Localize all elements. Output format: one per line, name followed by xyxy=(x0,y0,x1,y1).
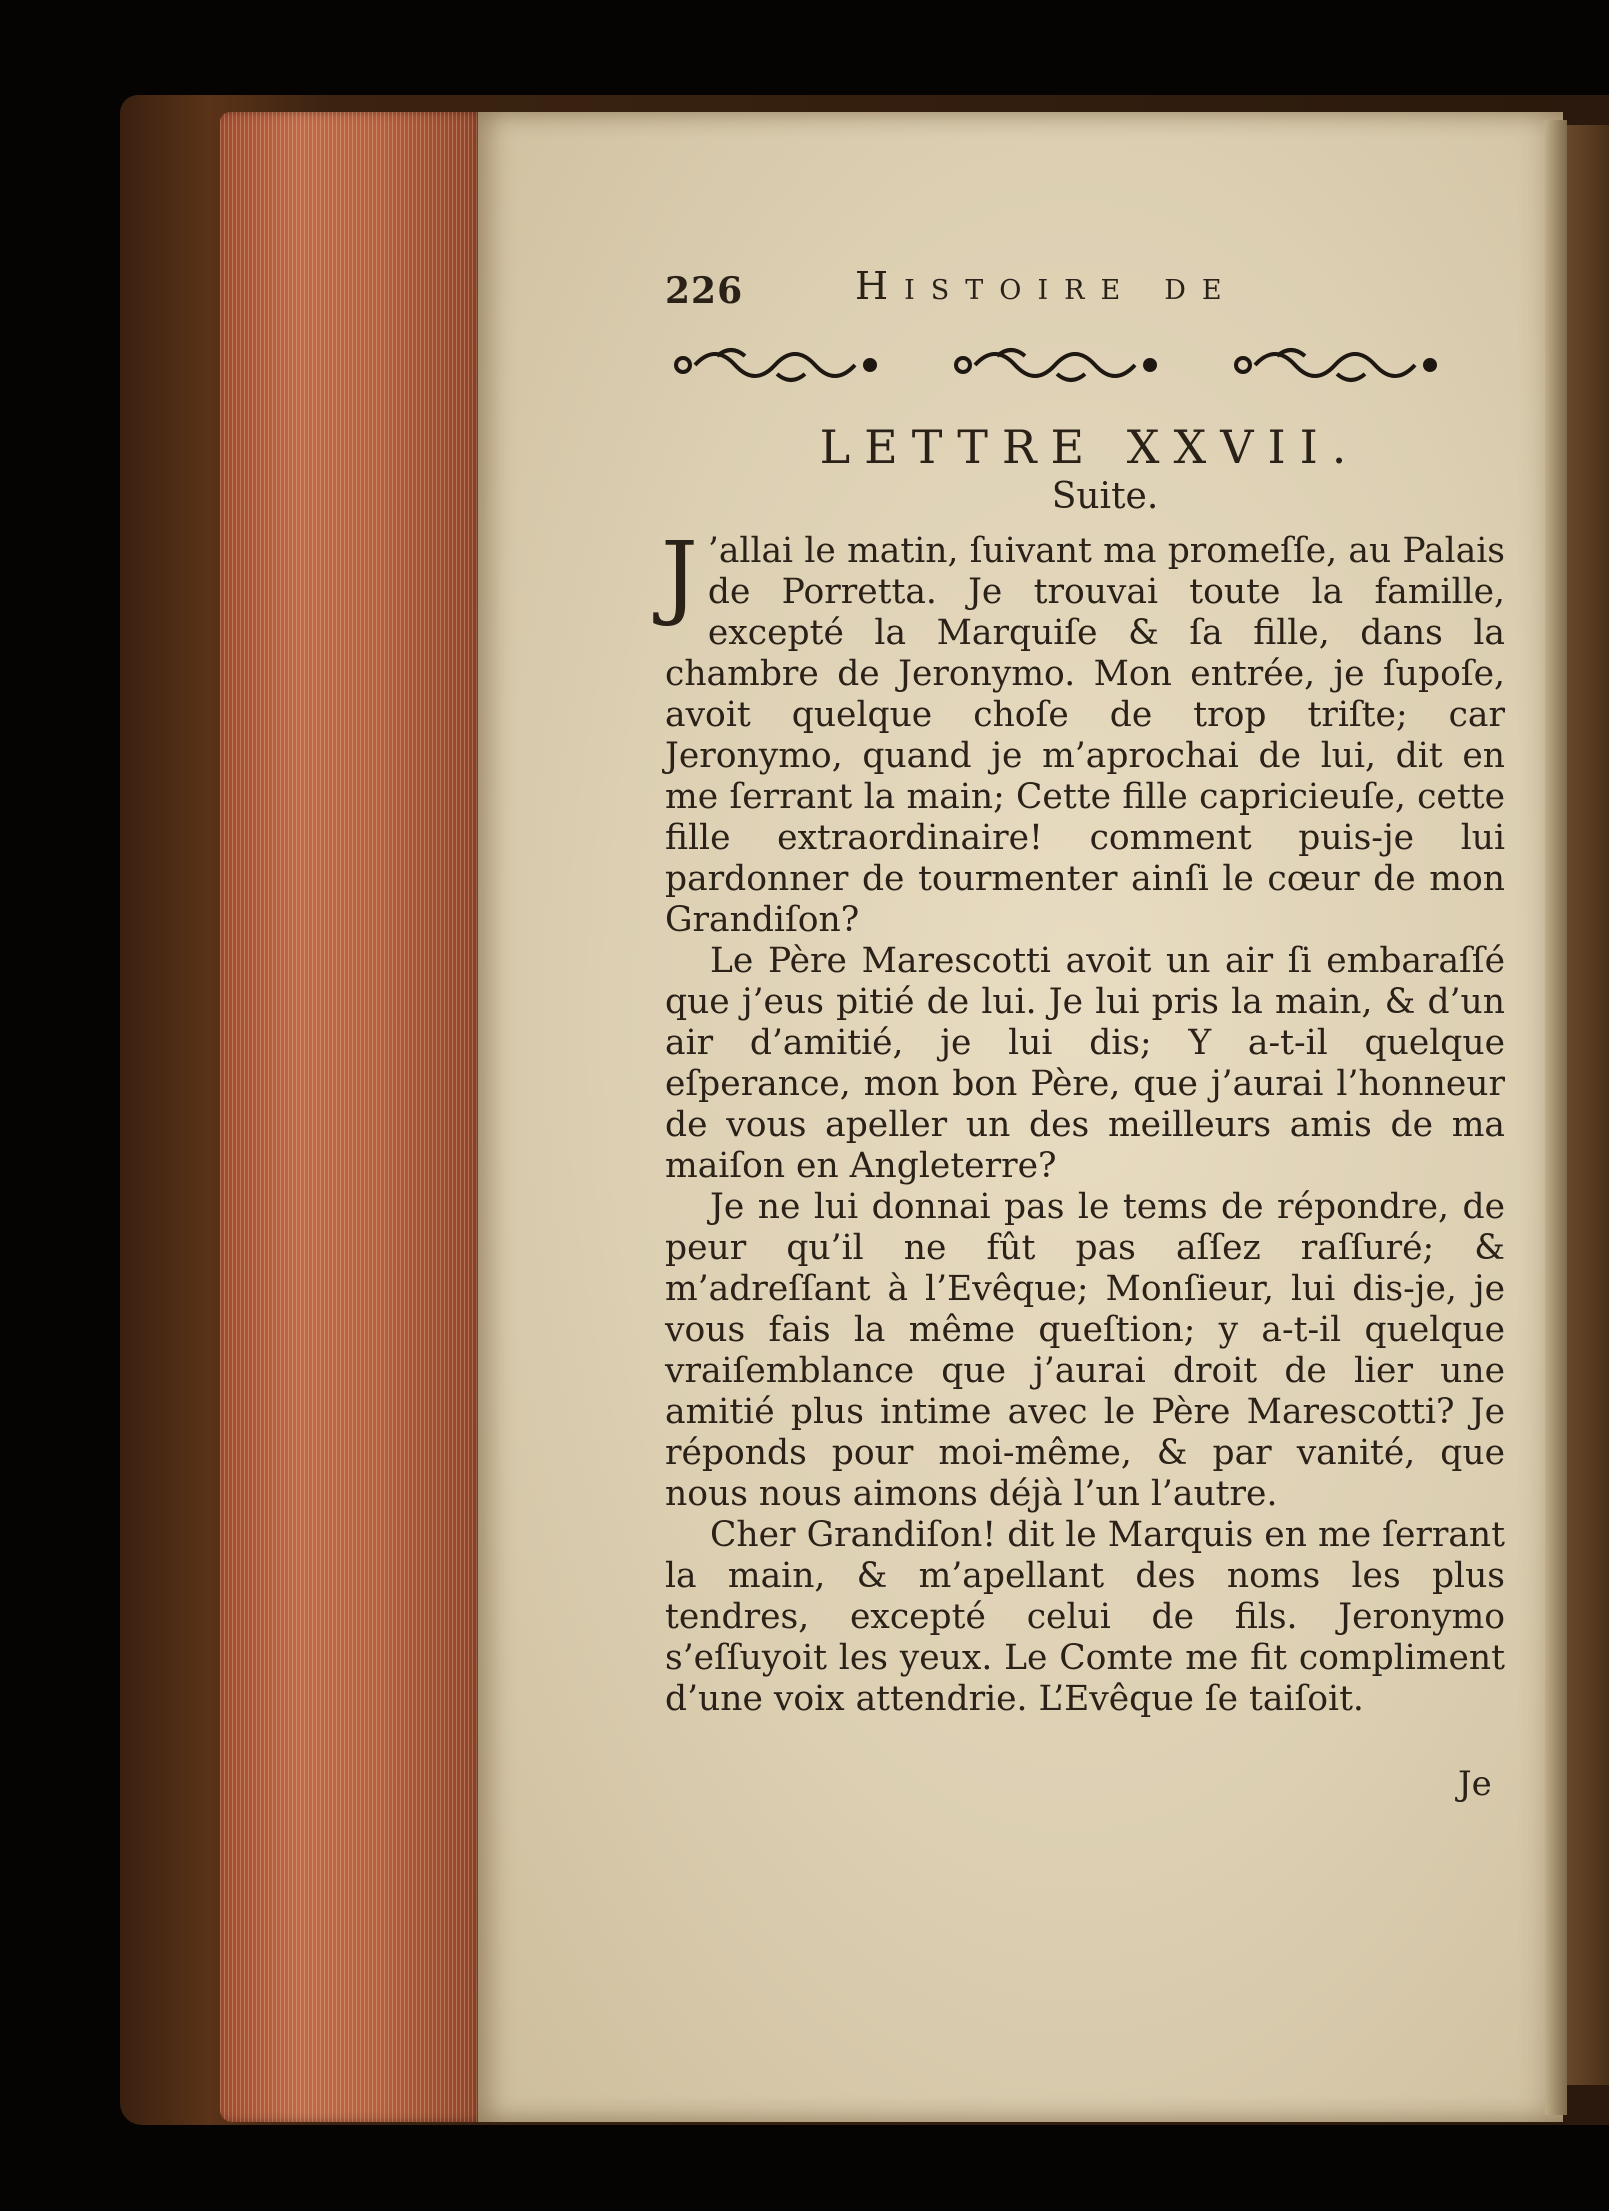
catchword: Je xyxy=(1458,1764,1492,1804)
drop-cap: J xyxy=(661,522,698,629)
paragraph-4: Cher Grandiſon! dit le Marquis en me ſerrant la main, & m’apellant des noms les plus tendres, excepté celui de fils. Jeronymo s’eſſuyoit les yeux. Le Comte me fit compliment d’une voix attendrie. L’Evêque ſe taiſoit. xyxy=(665,1515,1505,1719)
book-gutter xyxy=(1545,120,1567,2115)
ornament-unit xyxy=(676,350,875,380)
running-head xyxy=(665,250,1505,310)
page-text-block xyxy=(661,250,1505,1720)
paragraph-1 xyxy=(661,522,1505,941)
letter-body xyxy=(661,522,1505,1720)
facing-page-edge xyxy=(1564,125,1609,2085)
page-number: 226 xyxy=(665,270,744,312)
letter-title: LETTRE XXVII. xyxy=(819,420,1361,474)
running-title: Histoire de xyxy=(855,264,1238,308)
ornament-band xyxy=(665,338,1505,402)
paragraph-2: Le Père Marescotti avoit un air ſi embaraſſé que j’eus pitié de lui. Je lui pris la main, & d’un air d’amitié, je lui dis; Y a-t-il quelque eſperance, mon bon Père, que j’aurai l’honneur de vous apeller un des meilleurs amis de ma maiſon en Angleterre? xyxy=(665,941,1505,1186)
letter-subtitle: Suite. xyxy=(1051,476,1159,517)
page-edges xyxy=(220,112,485,2122)
paragraph-text: ’allai le matin, ſuivant ma promeſſe, au Palais de Porretta. Je trouvai toute la famille, excepté la Marquiſe & ſa fille, dans la chambre de Jeronymo. Mon entrée, je ſupoſe, avoit quelque choſe de trop triſte; car Jeronymo, quand je m’aprochai de lui, dit en me ſerrant la main; Cette fille capricieuſe, cette fille extraordinaire! comment puis-je lui pardonner de tourmenter ainſi le cœur de mon Grandiſon? xyxy=(665,531,1505,940)
ornament-band-graphic xyxy=(665,338,1505,392)
paragraph-3: Je ne lui donnai pas le tems de répondre, de peur qu’il ne fût pas aſſez raſſuré; & m’adreſſant à l’Evêque; Monſieur, lui dis-je, je vous fais la même queſtion; y a-t-il quelque vraiſemblance que j’aurai droit de lier une amitié plus intime avec le Père Marescotti? Je réponds pour moi-même, & par vanité, que nous nous aimons déjà l’un l’autre. xyxy=(665,1187,1505,1514)
